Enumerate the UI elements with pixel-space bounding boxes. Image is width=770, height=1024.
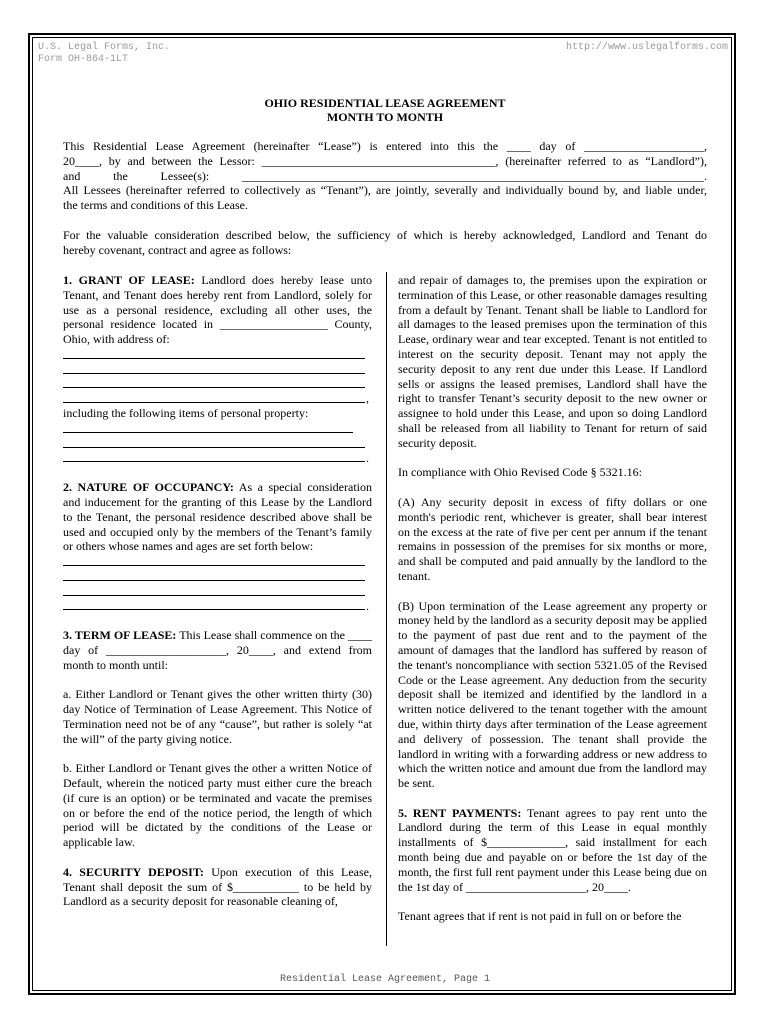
section-heading: 4. SECURITY DEPOSIT: <box>63 864 204 879</box>
section-text: As a special consideration and inducement for the granting of this Lease by the Landlord to the Tenant, the personal residence described above shall be used and occupied only by the members of the Tenant’s family or others whose names and ages are set forth below: <box>63 480 372 554</box>
intro-line: and the Lessee(s): _____________________________________________________________________________. <box>63 168 707 183</box>
section-heading: 5. RENT PAYMENTS: <box>398 805 522 820</box>
intro-line: 20____, by and between the Lessor: _______________________________________, (hereinafter referred to as “Landlord”), <box>63 153 707 168</box>
security-deposit-continued: and repair of damages to, the premises upon the expiration or termination of this Lease, or other reasonable damages resulting from a default by Tenant. Tenant shall be liable to Landlord for all damages to the leased premises upon the termination of this Lease, ordinary wear and tear excepted. Tenant is not entitled to interest on the security deposit. Tenant may not apply the security deposit to any rent due under this Lease. If Landlord sells or assigns the leased premises, Landlord shall have the right to transfer Tenant’s security deposit to the new owner or assignee to hold under this Lease, and upon so doing Landlord shall be released from all liability to Tenant for return of said security deposit. <box>398 273 707 450</box>
deposit-clause-a: (A) Any security deposit in excess of fifty dollars or one month's periodic rent, whichever is greater, shall bear interest on the excess at the rate of five per cent per annum if the tenant remains in possession of the premises for six months or more, and shall be computed and paid annually by the landlord to the tenant. <box>398 494 707 583</box>
consideration-paragraph <box>63 228 707 258</box>
left-column <box>63 273 372 909</box>
section-text: Landlord does hereby lease unto Tenant, and Tenant does hereby rent from Landlord, solely for use as a personal residence, excluding all other uses, the personal residence located in __________________ County, Ohio, with address of: <box>63 273 372 347</box>
personal-property-label: including the following items of personal property: <box>63 406 309 421</box>
section-heading: 1. GRANT OF LEASE: <box>63 273 195 287</box>
consideration-line: For the valuable consideration described below, the sufficiency of which is hereby acknowledged, Landlord and Tenant do <box>63 228 707 242</box>
section-text: Tenant agrees to pay rent unto the Landlord during the term of this Lease in equal monthly installments of $_____________, said installment for each month being due and payable on or before the 1st day of the month, the first full rent payment under this Lease being due on the 1st day of ____________________, 20____. <box>398 805 707 894</box>
property-blank-line <box>63 451 372 466</box>
header-url: http://www.uslegalforms.com <box>565 42 728 53</box>
section-5-rent-payments <box>398 806 707 895</box>
section-3-term-of-lease <box>63 628 372 672</box>
blank-period: . <box>366 450 369 465</box>
blank-comma: , <box>366 391 369 406</box>
blank-period: . <box>366 598 369 613</box>
page-footer: Residential Lease Agreement, Page 1 <box>279 974 491 985</box>
intro-paragraph <box>63 139 707 213</box>
late-rent-paragraph: Tenant agrees that if rent is not paid in full on or before the <box>398 909 682 924</box>
intro-line: the terms and conditions of this Lease. <box>63 198 248 213</box>
term-clause-a: a. Either Landlord or Tenant gives the other written thirty (30) day Notice of Termination of Lease Agreement. This Notice of Termination need not be of any “cause”, but rather is solely “at the will” of the party giving notice. <box>63 687 372 746</box>
section-2-nature-of-occupancy <box>63 480 372 554</box>
occupant-blank-line <box>63 584 372 599</box>
occupant-blank-line <box>63 569 372 584</box>
ohio-code-reference: In compliance with Ohio Revised Code § 5321.16: <box>398 465 642 480</box>
property-blank-line <box>63 421 372 436</box>
intro-line: This Residential Lease Agreement (hereinafter “Lease”) is entered into this the ____ day of ____________________, <box>63 139 707 153</box>
header-publisher: U.S. Legal Forms, Inc. <box>38 42 171 53</box>
address-blank-line <box>63 347 372 362</box>
section-heading: 2. NATURE OF OCCUPANCY: <box>63 480 234 495</box>
occupant-blank-line <box>63 599 372 614</box>
document-subtitle: MONTH TO MONTH <box>326 110 444 124</box>
address-blank-line <box>63 362 372 377</box>
section-text: Upon execution of this Lease, Tenant shall deposit the sum of $___________ to be held by Landlord as a security deposit for reasonable cleaning of, <box>63 864 373 909</box>
section-1-grant-of-lease <box>63 273 372 347</box>
address-blank-line <box>63 377 372 392</box>
column-separator <box>386 272 387 946</box>
occupant-blank-line <box>63 554 372 569</box>
term-clause-b: b. Either Landlord or Tenant gives the other a written Notice of Default, wherein the noticed party must either cure the breach (if cure is an option) or be terminated and vacate the premises on or before the end of the notice period, the length of which period will be dictated by the conditions of the Lease or applicable law. <box>63 761 372 850</box>
property-blank-line <box>63 436 372 451</box>
section-4-security-deposit <box>63 865 372 909</box>
section-text: This Lease shall commence on the ____ day of ____________________, 20____, and extend from month to month until: <box>63 628 372 672</box>
right-column <box>398 273 707 924</box>
address-blank-line <box>63 391 372 406</box>
section-heading: 3. TERM OF LEASE: <box>63 628 177 643</box>
intro-line: All Lessees (hereinafter referred to collectively as “Tenant”), are jointly, severally and individually bound by, and liable under, <box>63 183 707 198</box>
header-form-number: Form OH-864-1LT <box>38 54 129 65</box>
deposit-clause-b: (B) Upon termination of the Lease agreement any property or money held by the landlord as a security deposit may be applied to the payment of past due rent and to the payment of the amount of damages that the landlord has suffered by reason of the tenant's noncompliance with section 5321.05 of the Revised Code or the Lease agreement. Any deduction from the security deposit shall be itemized and identified by the landlord in a written notice delivered to the tenant together with the amount due, within thirty days after termination of the Lease agreement and delivery of possession. The tenant shall provide the landlord in writing with a forwarding address or new address to which the written notice and amount due from the landlord may be sent. <box>398 598 707 791</box>
document-title: OHIO RESIDENTIAL LEASE AGREEMENT <box>264 96 506 110</box>
consideration-line: hereby covenant, contract and agree as follows: <box>63 242 292 257</box>
